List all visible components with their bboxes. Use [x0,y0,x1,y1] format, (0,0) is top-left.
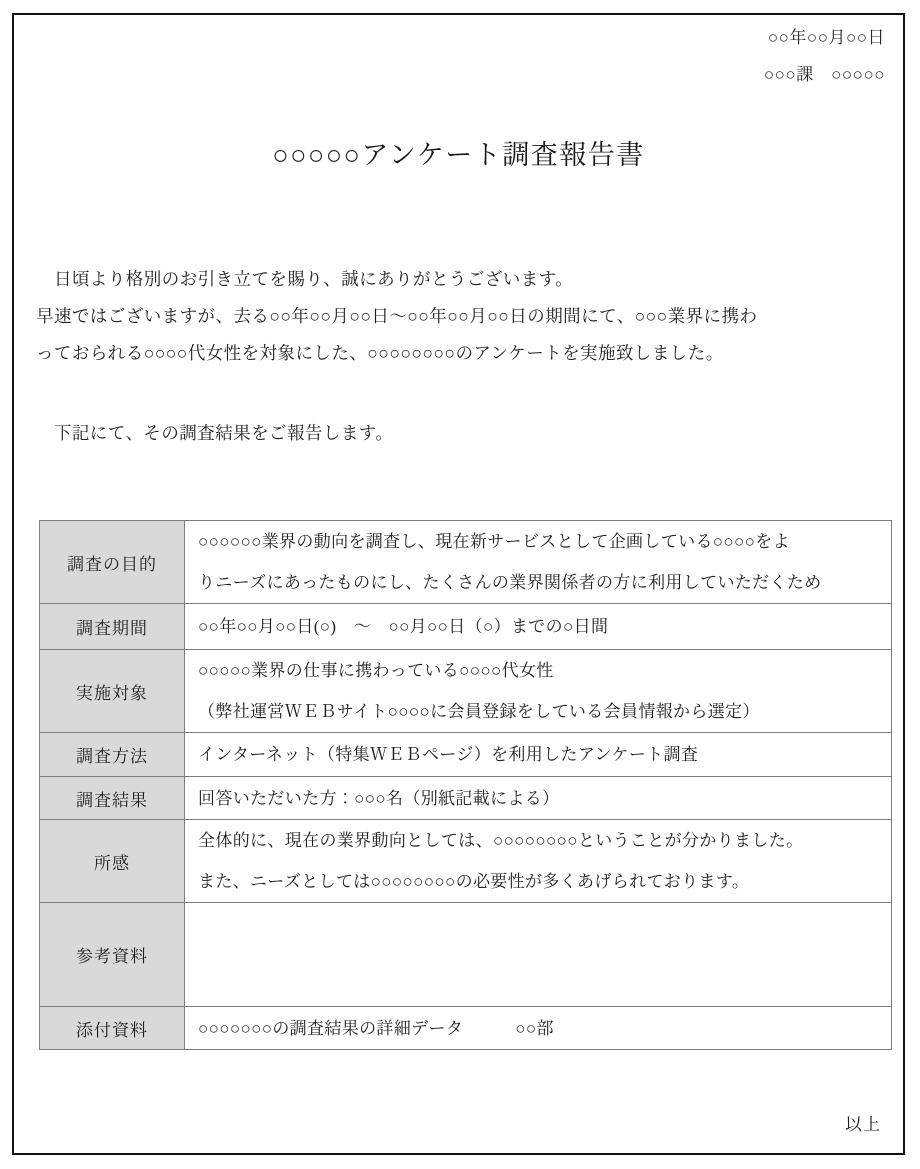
row-value-line: （弊社運営ＷＥＢサイト○○○○に会員登録をしている会員情報から選定） [198,702,760,721]
row-value-result [185,777,892,820]
row-value-impression [185,820,892,903]
row-label-attachment: 添付資料 [40,1007,185,1050]
row-value-line: ○○○○○○業界の動向を調査し、現在新サービスとして企画している○○○○をよ [198,532,790,551]
row-label-reference: 参考資料 [40,903,185,1007]
report-table [39,520,892,1050]
document-title: ○○○○○アンケート調査報告書 [272,140,645,170]
row-value-line: りニーズにあったものにし、たくさんの業界関係者の方に利用していただくため [198,573,822,592]
row-value-line: インターネット（特集ＷＥＢページ）を利用したアンケート調査 [198,745,699,764]
row-label-impression: 所感 [40,820,185,903]
document-header [764,29,885,83]
greeting-line-3: っておられる○○○○代女性を対象にした、○○○○○○○○のアンケートを実施致しました。 [36,343,724,363]
document-footer: 以上 [845,1115,881,1134]
greeting-line-1: 日頃より格別のお引き立てを賜り、誠にありがとうございます。 [54,269,574,289]
row-value-method [185,733,892,777]
closing-block [36,415,888,452]
document-page-inner [14,15,903,1153]
table-row [40,820,892,903]
row-value-line: ○○○○○業界の仕事に携わっている○○○○代女性 [198,661,554,680]
table-row [40,777,892,820]
row-label-target: 実施対象 [40,650,185,733]
table-row [40,1007,892,1050]
table-row [40,521,892,604]
row-value-attachment [185,1007,892,1050]
row-value-line: また、ニーズとしては○○○○○○○○の必要性が多くあげられております。 [198,872,750,891]
header-date: ○○年○○月○○日 [767,28,885,47]
row-value-line: 回答いただいた方：○○○名（別紙記載による） [198,788,560,808]
greeting-line-2: 早速ではございますが、去る○○年○○月○○日～○○年○○月○○日の期間にて、○○○業界に携わ [36,306,758,326]
header-department: ○○○課 ○○○○○ [763,65,885,84]
row-value-line: 全体的に、現在の業界動向としては、○○○○○○○○ということが分かりました。 [198,831,804,850]
row-value-reference [185,903,892,1007]
row-value-period [185,604,892,650]
table-row [40,604,892,650]
report-table-body [40,521,892,1050]
row-value-line: ○○年○○月○○日(○) ～ ○○月○○日（○）までの○日間 [198,617,609,636]
table-row [40,650,892,733]
row-value-purpose [185,521,892,604]
greeting-block [36,261,888,372]
row-label-purpose: 調査の目的 [40,521,185,604]
table-row [40,903,892,1007]
row-label-result: 調査結果 [40,777,185,820]
row-value-target [185,650,892,733]
document-page [12,13,905,1155]
row-label-period: 調査期間 [40,604,185,650]
row-value-line: ○○○○○○○の調査結果の詳細データ ○○部 [198,1018,554,1038]
closing-line-1: 下記にて、その調査結果をご報告します。 [54,423,394,443]
table-row [40,733,892,777]
row-label-method: 調査方法 [40,733,185,777]
